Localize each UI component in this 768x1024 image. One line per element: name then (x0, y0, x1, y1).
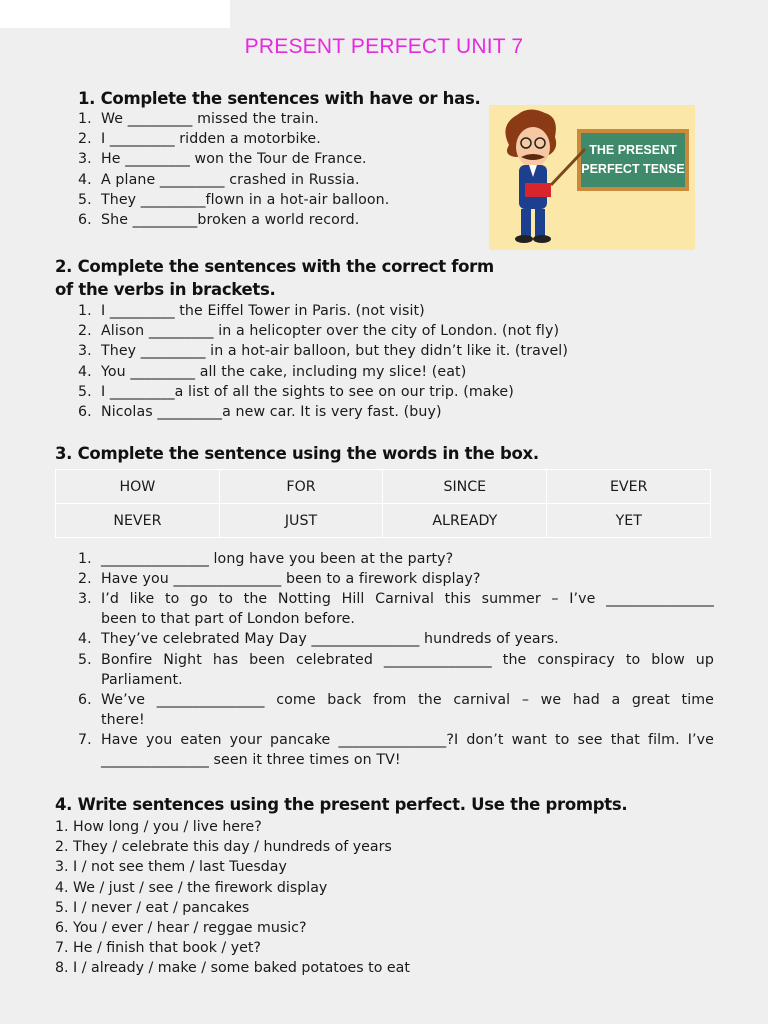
item-line2: there! (101, 711, 145, 728)
section1-heading-text: 1. Complete the sentences with have or has. (78, 89, 481, 108)
word-box-row (56, 470, 711, 504)
word-box-cell: JUST (219, 504, 382, 538)
section2-heading-line1: 2. Complete the sentences with the correct form (55, 257, 494, 276)
section3-list (78, 549, 714, 770)
section3-heading (55, 442, 539, 465)
item-line1: We’ve _______________ come back from the carnival – we had a great time (101, 691, 714, 708)
item-line1: Have you eaten your pancake _______________?I don’t want to see that film. I’ve (101, 731, 714, 748)
word-box-cell: FOR (219, 470, 382, 504)
item-line2: _______________ seen it three times on TV! (101, 751, 401, 768)
list-item: 2. Have you _______________ been to a firework display? (78, 571, 481, 588)
section4-heading (55, 793, 627, 816)
word-box-cell: EVER (547, 470, 711, 504)
list-item: 5. Bonfire Night has been celebrated _______________ the conspiracy to blow up Parliament. (78, 651, 714, 688)
list-item: 7. Have you eaten your pancake _______________?I don’t want to see that film. I’ve _______________ seen it three times on TV! (78, 731, 714, 768)
chalkboard (581, 133, 685, 187)
list-item: 1. How long / you / live here? (55, 819, 262, 835)
section4-list (55, 817, 410, 979)
item-line1: Bonfire Night has been celebrated _______________ the conspiracy to blow up (101, 651, 714, 668)
list-item: 3. I / not see them / last Tuesday (55, 859, 287, 876)
item-line2: been to that part of London before. (101, 611, 356, 628)
list-item: 6. You / ever / hear / reggae music? (55, 919, 307, 936)
list-item: 5. I / never / eat / pancakes (55, 899, 250, 916)
word-box-cell: SINCE (383, 470, 547, 504)
word-box-cell: YET (547, 504, 711, 538)
word-box-cell: ALREADY (383, 504, 547, 538)
list-item: 1. _______________ long have you been at the party? (78, 551, 454, 567)
section2-heading-line2: of the verbs in brackets. (55, 280, 276, 299)
list-item: 4. We / just / see / the firework display (55, 879, 328, 896)
section4-heading-text: 4. Write sentences using the present perfect. Use the prompts. (55, 795, 628, 814)
item-line1: I’d like to go to the Notting Hill Carnival this summer – I’ve _______________ (101, 591, 714, 608)
word-box-cell: NEVER (56, 504, 220, 538)
list-item: 4. They’ve celebrated May Day _______________ hundreds of years. (78, 631, 559, 648)
word-box (55, 469, 711, 538)
item-line2: Parliament. (101, 671, 183, 688)
list-item: 2. They / celebrate this day / hundreds of years (55, 839, 392, 856)
section2-heading (55, 255, 494, 301)
list-item: 7. He / finish that book / yet? (55, 940, 261, 957)
list-item: 3. I’d like to go to the Notting Hill Carnival this summer – I’ve _______________ been to that part of London before. (78, 591, 714, 628)
section3-heading-text: 3. Complete the sentence using the words in the box. (55, 444, 539, 463)
page-title: PRESENT PERFECT UNIT 7 (244, 35, 524, 58)
board-line1: THE PRESENT (589, 143, 677, 157)
page-top-corner (0, 0, 230, 28)
word-box-row (56, 504, 711, 538)
teacher-illustration (489, 105, 695, 250)
word-box-cell: HOW (56, 470, 220, 504)
board-line2: PERFECT TENSE (581, 162, 685, 176)
list-item: 6. We’ve _______________ come back from the carnival – we had a great time there! (78, 691, 714, 728)
section1-heading (78, 87, 480, 110)
list-item: 8. I / already / make / some baked potatoes to eat (55, 960, 410, 977)
